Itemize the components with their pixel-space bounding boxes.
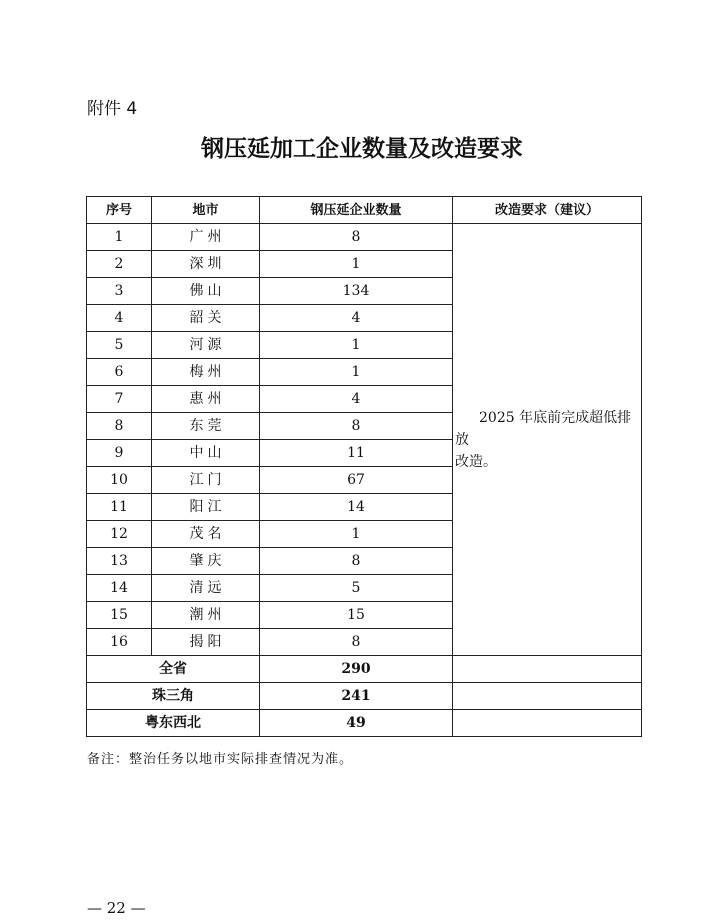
- row-count: 1: [260, 359, 453, 386]
- row-no: 5: [87, 332, 152, 359]
- table-header-row: [87, 197, 642, 224]
- row-count: 8: [260, 629, 453, 656]
- header-no: 序号: [87, 197, 152, 224]
- row-count: 134: [260, 278, 453, 305]
- row-no: 13: [87, 548, 152, 575]
- total-count: 241: [260, 683, 453, 710]
- row-count: 8: [260, 413, 453, 440]
- total-row: [87, 656, 642, 683]
- row-no: 3: [87, 278, 152, 305]
- row-no: 2: [87, 251, 152, 278]
- row-count: 67: [260, 467, 453, 494]
- row-count: 8: [260, 548, 453, 575]
- total-row: [87, 683, 642, 710]
- row-no: 14: [87, 575, 152, 602]
- row-city: 中山: [152, 440, 260, 467]
- row-city: 韶关: [152, 305, 260, 332]
- total-count: 290: [260, 656, 453, 683]
- table-row: [87, 224, 642, 251]
- row-city: 清远: [152, 575, 260, 602]
- row-no: 15: [87, 602, 152, 629]
- row-count: 14: [260, 494, 453, 521]
- row-no: 9: [87, 440, 152, 467]
- total-row: [87, 710, 642, 737]
- row-count: 1: [260, 251, 453, 278]
- total-label: 珠三角: [87, 683, 260, 710]
- requirement-line-1: 2025 年底前完成超低排放: [455, 409, 632, 448]
- row-count: 4: [260, 305, 453, 332]
- row-city: 江门: [152, 467, 260, 494]
- row-city: 揭阳: [152, 629, 260, 656]
- total-empty-cell: [453, 710, 642, 737]
- row-city: 肇庆: [152, 548, 260, 575]
- document-title: 钢压延加工企业数量及改造要求: [201, 135, 523, 162]
- row-city: 河源: [152, 332, 260, 359]
- row-no: 6: [87, 359, 152, 386]
- requirement-cell: [453, 224, 642, 656]
- row-no: 7: [87, 386, 152, 413]
- row-city: 惠州: [152, 386, 260, 413]
- header-requirement: 改造要求（建议）: [453, 197, 642, 224]
- row-no: 12: [87, 521, 152, 548]
- row-no: 4: [87, 305, 152, 332]
- row-no: 16: [87, 629, 152, 656]
- attachment-label: 附件 4: [87, 99, 138, 119]
- row-count: 1: [260, 521, 453, 548]
- row-count: 4: [260, 386, 453, 413]
- total-empty-cell: [453, 656, 642, 683]
- row-city: 佛山: [152, 278, 260, 305]
- total-label: 粤东西北: [87, 710, 260, 737]
- total-empty-cell: [453, 683, 642, 710]
- header-city: 地市: [152, 197, 260, 224]
- note: 备注：整治任务以地市实际排查情况为准。: [87, 752, 354, 767]
- row-no: 8: [87, 413, 152, 440]
- row-no: 11: [87, 494, 152, 521]
- row-count: 8: [260, 224, 453, 251]
- row-city: 阳江: [152, 494, 260, 521]
- row-city: 梅州: [152, 359, 260, 386]
- row-city: 茂名: [152, 521, 260, 548]
- total-count: 49: [260, 710, 453, 737]
- row-count: 11: [260, 440, 453, 467]
- row-city: 广州: [152, 224, 260, 251]
- requirement-line-2: 改造。: [455, 453, 497, 470]
- header-count: 钢压延企业数量: [260, 197, 453, 224]
- total-label: 全省: [87, 656, 260, 683]
- row-count: 15: [260, 602, 453, 629]
- row-no: 10: [87, 467, 152, 494]
- row-count: 1: [260, 332, 453, 359]
- row-count: 5: [260, 575, 453, 602]
- row-city: 东莞: [152, 413, 260, 440]
- row-city: 深圳: [152, 251, 260, 278]
- row-city: 潮州: [152, 602, 260, 629]
- row-no: 1: [87, 224, 152, 251]
- page-number: — 22 —: [87, 899, 146, 917]
- enterprise-table: [86, 196, 642, 737]
